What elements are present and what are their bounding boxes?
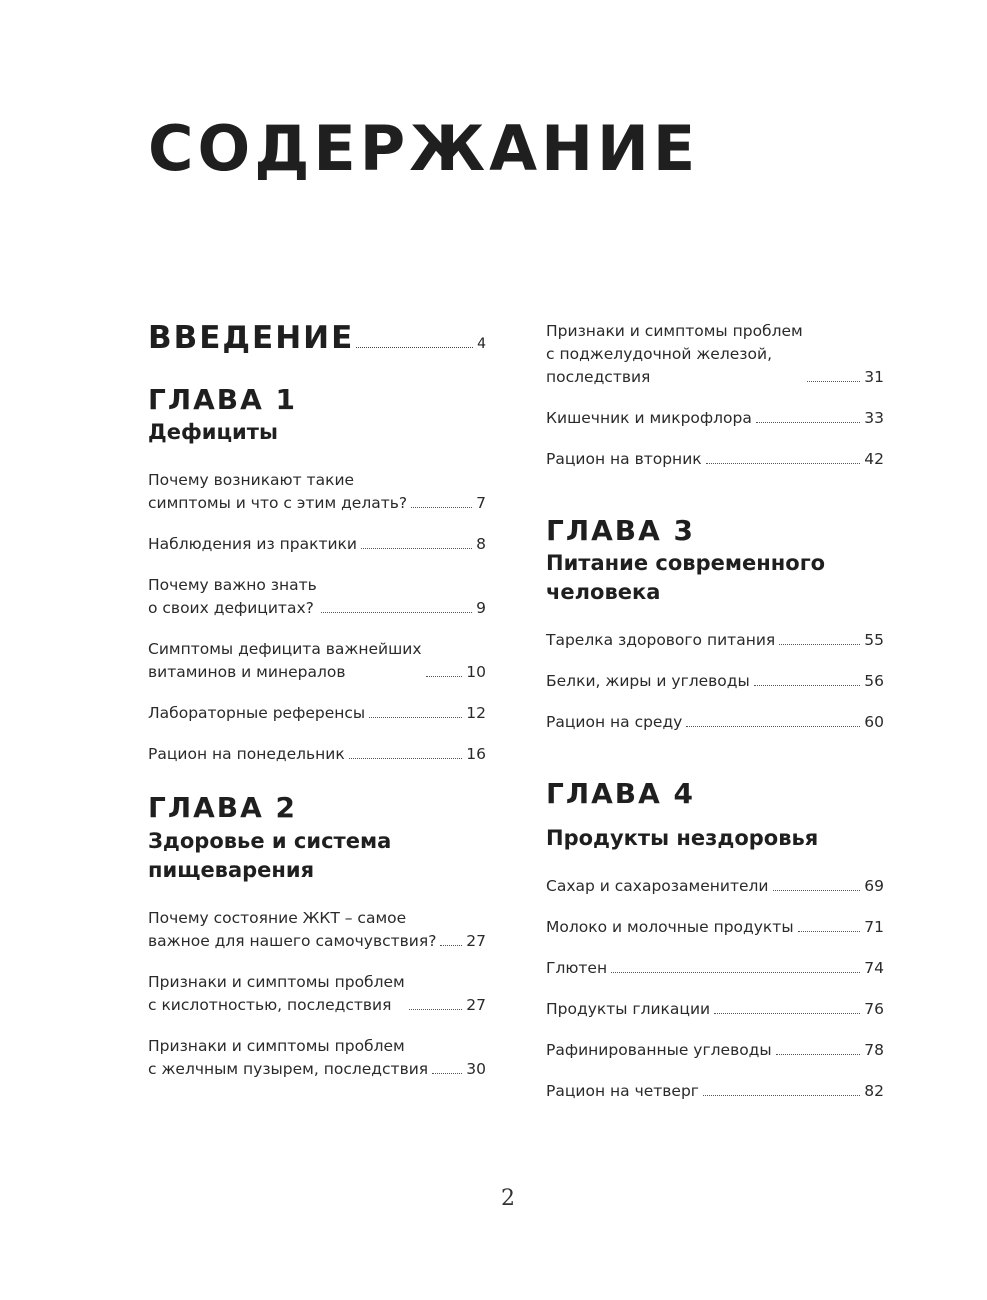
page-title: СОДЕРЖАНИЕ bbox=[148, 112, 700, 185]
toc-entry[interactable] bbox=[148, 469, 486, 515]
entry-page: 55 bbox=[864, 631, 884, 650]
entry-page: 56 bbox=[864, 672, 884, 691]
entry-text: Молоко и молочные продукты bbox=[546, 918, 794, 937]
entry-page: 27 bbox=[466, 995, 486, 1014]
entry-page: 69 bbox=[864, 877, 884, 896]
entry-text: Рацион на среду bbox=[546, 713, 683, 732]
toc-entry[interactable] bbox=[148, 574, 486, 620]
toc-entry[interactable] bbox=[148, 533, 486, 556]
intro-page: 4 bbox=[477, 336, 486, 352]
entry-page: 71 bbox=[864, 918, 884, 937]
toc-entry[interactable] bbox=[546, 998, 884, 1021]
entry-text: Кишечник и микрофлора bbox=[546, 409, 752, 427]
toc-entry[interactable] bbox=[148, 971, 486, 1017]
entry-page: 10 bbox=[466, 663, 486, 682]
leader-dots bbox=[369, 717, 462, 718]
entry-page: 82 bbox=[864, 1082, 884, 1101]
toc-entry[interactable] bbox=[148, 907, 486, 953]
entry-page: 7 bbox=[476, 494, 486, 513]
toc-intro[interactable] bbox=[148, 318, 486, 358]
chapter-number: ГЛАВА 1 bbox=[148, 383, 298, 417]
leader-dots bbox=[356, 347, 473, 348]
chapter-1 bbox=[148, 384, 486, 766]
toc-entry[interactable] bbox=[546, 670, 884, 693]
leader-dots bbox=[611, 972, 860, 973]
leader-dots bbox=[432, 1073, 462, 1074]
entry-page: 9 bbox=[476, 599, 486, 618]
leader-dots bbox=[776, 1054, 861, 1055]
leader-dots bbox=[349, 758, 463, 759]
leader-dots bbox=[703, 1095, 860, 1096]
entry-text: Глютен bbox=[546, 959, 608, 978]
toc-entry[interactable] bbox=[546, 1080, 884, 1103]
chapter-name: Продукты нездоровья bbox=[546, 826, 819, 851]
chapter-name: Дефициты bbox=[148, 420, 278, 445]
intro-label: ВВЕДЕНИЕ bbox=[148, 320, 355, 356]
leader-dots bbox=[440, 945, 462, 946]
leader-dots bbox=[321, 612, 472, 613]
entry-page: 16 bbox=[466, 745, 486, 764]
chapter-number: ГЛАВА 4 bbox=[546, 777, 696, 811]
toc-entry[interactable] bbox=[546, 957, 884, 980]
entry-page: 76 bbox=[864, 1000, 884, 1019]
toc-entry[interactable] bbox=[546, 629, 884, 652]
leader-dots bbox=[773, 890, 861, 891]
toc-entry[interactable] bbox=[148, 702, 486, 725]
leader-dots bbox=[409, 1009, 463, 1010]
chapter-4 bbox=[546, 778, 884, 1103]
entry-page: 78 bbox=[864, 1041, 884, 1060]
toc-entry[interactable] bbox=[546, 320, 884, 389]
leader-dots bbox=[426, 676, 463, 677]
toc-entry[interactable] bbox=[148, 1035, 486, 1081]
toc-column-right bbox=[546, 320, 884, 1121]
entry-text: Наблюдения из практики bbox=[148, 535, 357, 554]
leader-dots bbox=[411, 507, 472, 508]
leader-dots bbox=[714, 1013, 860, 1014]
entry-text: Почему важно знать о своих дефицитах? bbox=[148, 576, 317, 618]
entry-page: 8 bbox=[476, 535, 486, 554]
chapter-name: Здоровье и система пищеварения bbox=[148, 828, 392, 882]
leader-dots bbox=[779, 644, 860, 645]
leader-dots bbox=[798, 931, 861, 932]
entry-text: Продукты гликации bbox=[546, 1000, 711, 1019]
entry-page: 31 bbox=[864, 368, 884, 386]
toc-entry[interactable] bbox=[148, 743, 486, 766]
chapter-number: ГЛАВА 2 bbox=[148, 791, 298, 825]
chapter-2 bbox=[148, 792, 486, 1080]
toc-entry[interactable] bbox=[546, 407, 884, 430]
chapter-3 bbox=[546, 515, 884, 734]
leader-dots bbox=[706, 463, 861, 464]
leader-dots bbox=[754, 685, 861, 686]
leader-dots bbox=[807, 381, 861, 382]
toc-entry[interactable] bbox=[546, 448, 884, 471]
entry-text: Признаки и симптомы проблем с кислотностью, последствия bbox=[148, 972, 405, 1014]
toc-entry[interactable] bbox=[546, 916, 884, 939]
toc-entry[interactable] bbox=[546, 875, 884, 898]
entry-page: 74 bbox=[864, 959, 884, 978]
entry-text: Белки, жиры и углеводы bbox=[546, 672, 750, 691]
entry-text: Рацион на четверг bbox=[546, 1082, 699, 1101]
leader-dots bbox=[756, 422, 860, 423]
entry-text: Почему состояние ЖКТ – самое важное для нашего самочувствия? bbox=[148, 908, 437, 950]
entry-text: Лабораторные референсы bbox=[148, 704, 366, 723]
toc-entry[interactable] bbox=[546, 711, 884, 734]
toc-entry[interactable] bbox=[546, 1039, 884, 1062]
entry-page: 12 bbox=[466, 704, 486, 723]
toc-entry[interactable] bbox=[148, 638, 486, 684]
entry-text: Рацион на понедельник bbox=[148, 745, 345, 764]
entry-page: 30 bbox=[466, 1059, 486, 1078]
entry-text: Тарелка здорового питания bbox=[546, 631, 776, 650]
leader-dots bbox=[361, 548, 472, 549]
entry-page: 60 bbox=[864, 713, 884, 732]
chapter-number: ГЛАВА 3 bbox=[546, 514, 696, 547]
entry-text: Рафинированные углеводы bbox=[546, 1041, 772, 1060]
leader-dots bbox=[686, 726, 860, 727]
entry-page: 42 bbox=[864, 450, 884, 468]
entry-text: Почему возникают такие симптомы и что с этим делать? bbox=[148, 471, 408, 513]
toc-column-left bbox=[148, 318, 486, 1099]
page-number: 2 bbox=[501, 1186, 515, 1211]
entry-page: 27 bbox=[466, 931, 486, 950]
chapter-name: Питание современного человека bbox=[546, 551, 826, 605]
entry-text: Сахар и сахарозаменители bbox=[546, 877, 769, 896]
entry-text: Признаки и симптомы проблем с поджелудочной железой, последствия bbox=[546, 322, 803, 386]
entry-text: Рацион на вторник bbox=[546, 450, 702, 468]
entry-text: Признаки и симптомы проблем с желчным пузырем, последствия bbox=[148, 1036, 429, 1078]
entry-text: Симптомы дефицита важнейших витаминов и минералов bbox=[148, 640, 422, 682]
entry-page: 33 bbox=[864, 409, 884, 427]
